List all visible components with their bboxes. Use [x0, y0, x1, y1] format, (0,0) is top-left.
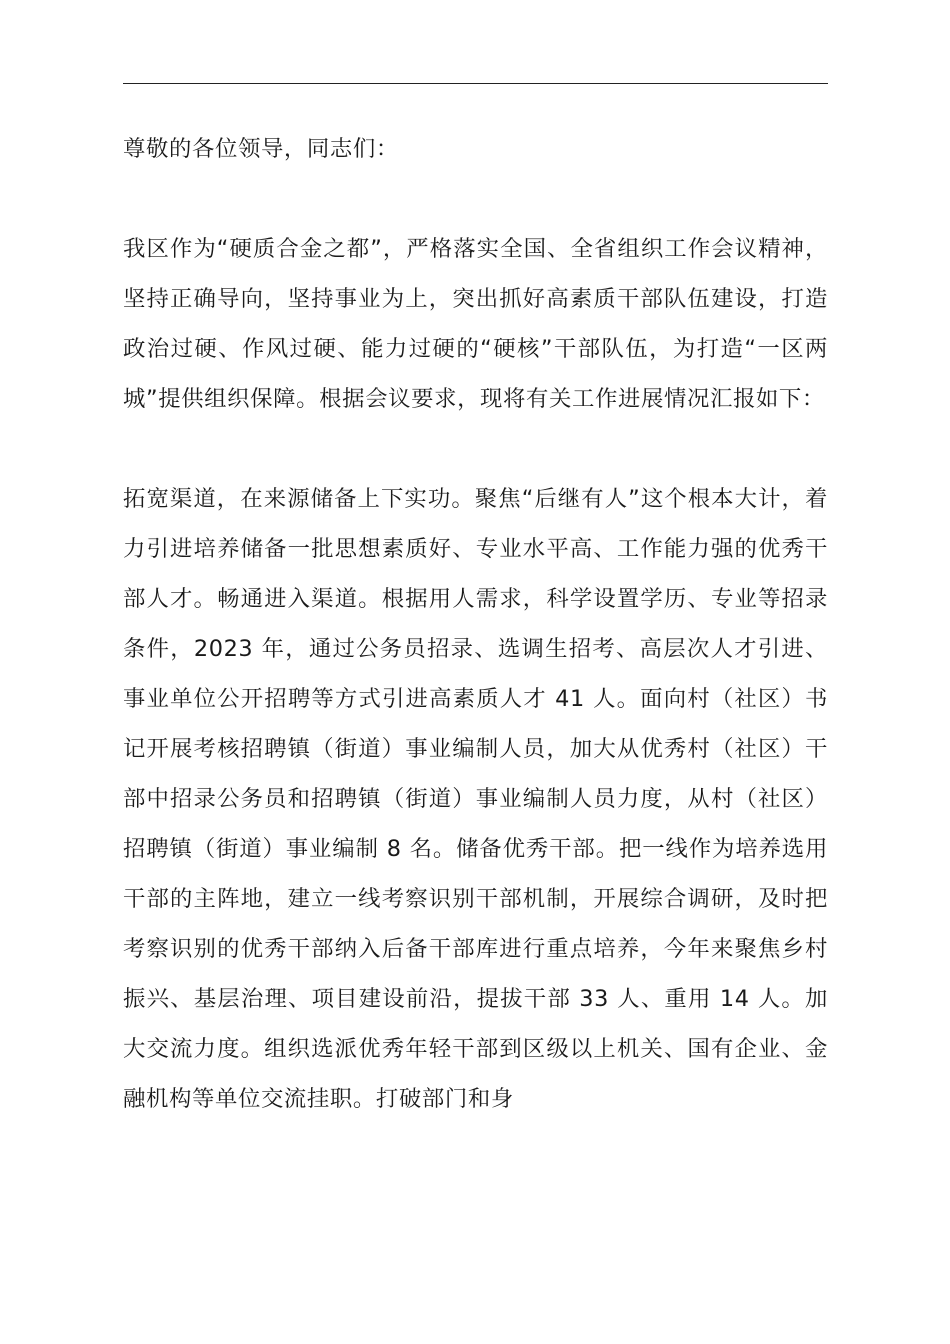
salutation: 尊敬的各位领导，同志们：: [123, 136, 399, 162]
body-paragraph-intro: 我区作为“硬质合金之都”，严格落实全国、全省组织工作会议精神，坚持正确导向，坚持事业为上，突出抓好高素质干部队伍建设，打造政治过硬、作风过硬、能力过硬的“硬核”干部队伍，为打造“一区两城”提供组织保障。根据会议要求，现将有关工作进展情况汇报如下：: [123, 236, 828, 412]
document-body: [123, 124, 828, 1124]
header-divider: [123, 83, 828, 84]
paragraph-spacer: [123, 424, 828, 474]
paragraph-spacer: [123, 174, 828, 224]
body-paragraph-channels: 拓宽渠道，在来源储备上下实功。聚焦“后继有人”这个根本大计，着力引进培养储备一批思想素质好、专业水平高、工作能力强的优秀干部人才。畅通进入渠道。根据用人需求，科学设置学历、专业等招录条件，2023 年，通过公务员招录、选调生招考、高层次人才引进、事业单位公开招聘等方式引进高素质人才 41 人。面向村（社区）书记开展考核招聘镇（街道）事业编制人员，加大从优秀村（社区）干部中招录公务员和招聘镇（街道）事业编制人员力度，从村（社区）招聘镇（街道）事业编制 8 名。储备优秀干部。把一线作为培养选用干部的主阵地，建立一线考察识别干部机制，开展综合调研，及时把考察识别的优秀干部纳入后备干部库进行重点培养，今年来聚焦乡村振兴、基层治理、项目建设前沿，提拔干部 33 人、重用 14 人。加大交流力度。组织选派优秀年轻干部到区级以上机关、国有企业、金融机构等单位交流挂职。打破部门和身: [123, 486, 828, 1112]
